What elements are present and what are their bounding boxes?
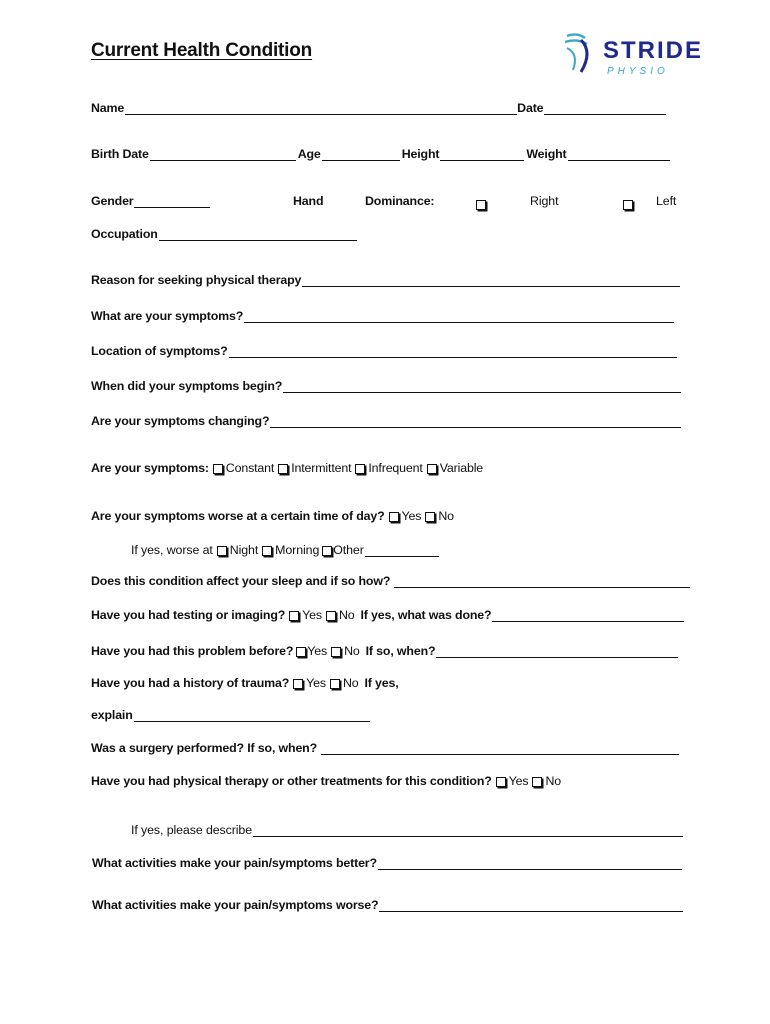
testing-what-field[interactable] <box>492 609 684 622</box>
worse-at-row <box>131 543 439 557</box>
testing-yes-checkbox[interactable] <box>289 611 299 621</box>
location-label: Location of symptoms? <box>91 344 228 358</box>
trauma-no-label: No <box>342 676 359 690</box>
morning-checkbox[interactable] <box>262 546 272 556</box>
before-when-label: If so, when? <box>365 644 436 658</box>
trauma-yes-checkbox[interactable] <box>293 679 303 689</box>
surgery-row <box>91 741 679 755</box>
therapy-no-checkbox[interactable] <box>532 777 542 787</box>
logo-name: STRIDE <box>603 37 704 64</box>
variable-checkbox[interactable] <box>427 464 437 474</box>
explain-row <box>91 708 370 722</box>
before-row <box>91 644 678 658</box>
better-label: What activities make your pain/symptoms better? <box>92 856 377 870</box>
reason-row <box>91 273 680 287</box>
weight-label: Weight <box>526 147 567 161</box>
reason-label: Reason for seeking physical therapy <box>91 273 302 287</box>
birth-date-field[interactable] <box>150 148 296 161</box>
age-field[interactable] <box>322 148 400 161</box>
birth-row <box>91 147 670 161</box>
infrequent-checkbox[interactable] <box>355 464 365 474</box>
logo-sub: PHYSIO <box>607 66 669 77</box>
describe-label: If yes, please describe <box>131 823 252 837</box>
explain-field[interactable] <box>134 709 370 722</box>
worse-time-yes-label: Yes <box>401 509 422 523</box>
morning-label: Morning <box>275 543 320 557</box>
worse-time-row <box>91 509 454 523</box>
sleep-field[interactable] <box>394 575 690 588</box>
surgery-field[interactable] <box>321 742 679 755</box>
testing-row <box>91 608 684 622</box>
other-checkbox[interactable] <box>322 546 332 556</box>
height-label: Height <box>401 147 440 161</box>
worse-time-yes-checkbox[interactable] <box>389 512 399 522</box>
name-field[interactable] <box>125 102 517 115</box>
testing-no-checkbox[interactable] <box>326 611 336 621</box>
left-label: Left <box>656 194 677 208</box>
stride-physio-logo <box>557 30 717 78</box>
describe-row <box>131 823 683 837</box>
testing-what-label: If yes, what was done? <box>360 608 492 622</box>
trauma-row <box>91 676 399 690</box>
intermittent-label: Intermittent <box>291 461 352 475</box>
before-no-label: No <box>344 644 360 658</box>
therapy-yes-checkbox[interactable] <box>496 777 506 787</box>
trauma-ifyes-label: If yes, <box>364 676 399 690</box>
before-label: Have you had this problem before? <box>91 644 294 658</box>
night-label: Night <box>229 543 259 557</box>
worse-time-no-checkbox[interactable] <box>425 512 435 522</box>
other-label: Other <box>333 543 364 557</box>
weight-field[interactable] <box>568 148 670 161</box>
intermittent-checkbox[interactable] <box>278 464 288 474</box>
right-checkbox[interactable] <box>476 200 486 210</box>
testing-yes-label: Yes <box>302 608 322 622</box>
begin-field[interactable] <box>283 380 681 393</box>
therapy-no-label: No <box>545 774 561 788</box>
begin-row <box>91 379 681 393</box>
occupation-field[interactable] <box>159 228 357 241</box>
infrequent-label: Infrequent <box>368 461 423 475</box>
begin-label: When did your symptoms begin? <box>91 379 283 393</box>
symptoms-label: What are your symptoms? <box>91 309 244 323</box>
type-label: Are your symptoms: <box>91 461 209 475</box>
occupation-row <box>91 227 357 241</box>
sleep-row <box>91 574 690 588</box>
constant-checkbox[interactable] <box>213 464 223 474</box>
better-field[interactable] <box>378 857 682 870</box>
dominance-label: Dominance: <box>365 194 435 208</box>
changing-row <box>91 414 681 428</box>
night-checkbox[interactable] <box>217 546 227 556</box>
gender-label: Gender <box>91 194 134 208</box>
worse-field[interactable] <box>379 899 683 912</box>
before-yes-checkbox[interactable] <box>296 647 306 657</box>
changing-field[interactable] <box>270 415 681 428</box>
therapy-yes-label: Yes <box>508 774 529 788</box>
worse-at-label: If yes, worse at <box>131 543 213 557</box>
symptoms-row <box>91 309 674 323</box>
variable-label: Variable <box>439 461 484 475</box>
trauma-no-checkbox[interactable] <box>330 679 340 689</box>
testing-no-label: No <box>338 608 355 622</box>
before-when-field[interactable] <box>436 645 678 658</box>
right-label: Right <box>530 194 559 208</box>
trauma-yes-label: Yes <box>306 676 326 690</box>
gender-row <box>91 194 210 208</box>
before-no-checkbox[interactable] <box>331 647 341 657</box>
name-label: Name <box>91 101 125 115</box>
worse-row <box>92 898 683 912</box>
therapy-row <box>91 774 561 788</box>
changing-label: Are your symptoms changing? <box>91 414 270 428</box>
date-field[interactable] <box>544 102 666 115</box>
type-row <box>91 461 483 475</box>
location-field[interactable] <box>229 345 677 358</box>
constant-label: Constant <box>225 461 275 475</box>
birth-date-label: Birth Date <box>91 147 149 161</box>
page-title: Current Health Condition <box>91 40 313 61</box>
worse-time-no-label: No <box>438 509 454 523</box>
testing-label: Have you had testing or imaging? <box>91 608 286 622</box>
location-row <box>91 344 677 358</box>
other-field[interactable] <box>365 544 439 557</box>
occupation-label: Occupation <box>91 227 158 241</box>
better-row <box>92 856 682 870</box>
worse-time-label: Are your symptoms worse at a certain time of day? <box>91 509 385 523</box>
height-field[interactable] <box>440 148 524 161</box>
trauma-label: Have you had a history of trauma? <box>91 676 290 690</box>
worse-label: What activities make your pain/symptoms worse? <box>92 898 379 912</box>
therapy-label: Have you had physical therapy or other treatments for this condition? <box>91 774 492 788</box>
symptoms-field[interactable] <box>244 310 674 323</box>
describe-field[interactable] <box>253 824 683 837</box>
hand-label: Hand <box>293 194 324 208</box>
before-yes-label: Yes <box>307 644 328 658</box>
gender-field[interactable] <box>134 195 210 208</box>
age-label: Age <box>297 147 321 161</box>
surgery-label: Was a surgery performed? If so, when? <box>91 741 318 755</box>
reason-field[interactable] <box>302 274 680 287</box>
explain-label: explain <box>91 708 133 722</box>
left-checkbox[interactable] <box>623 200 633 210</box>
name-date-row <box>91 101 666 115</box>
sleep-label: Does this condition affect your sleep and if so how? <box>91 574 391 588</box>
date-label: Date <box>517 101 544 115</box>
